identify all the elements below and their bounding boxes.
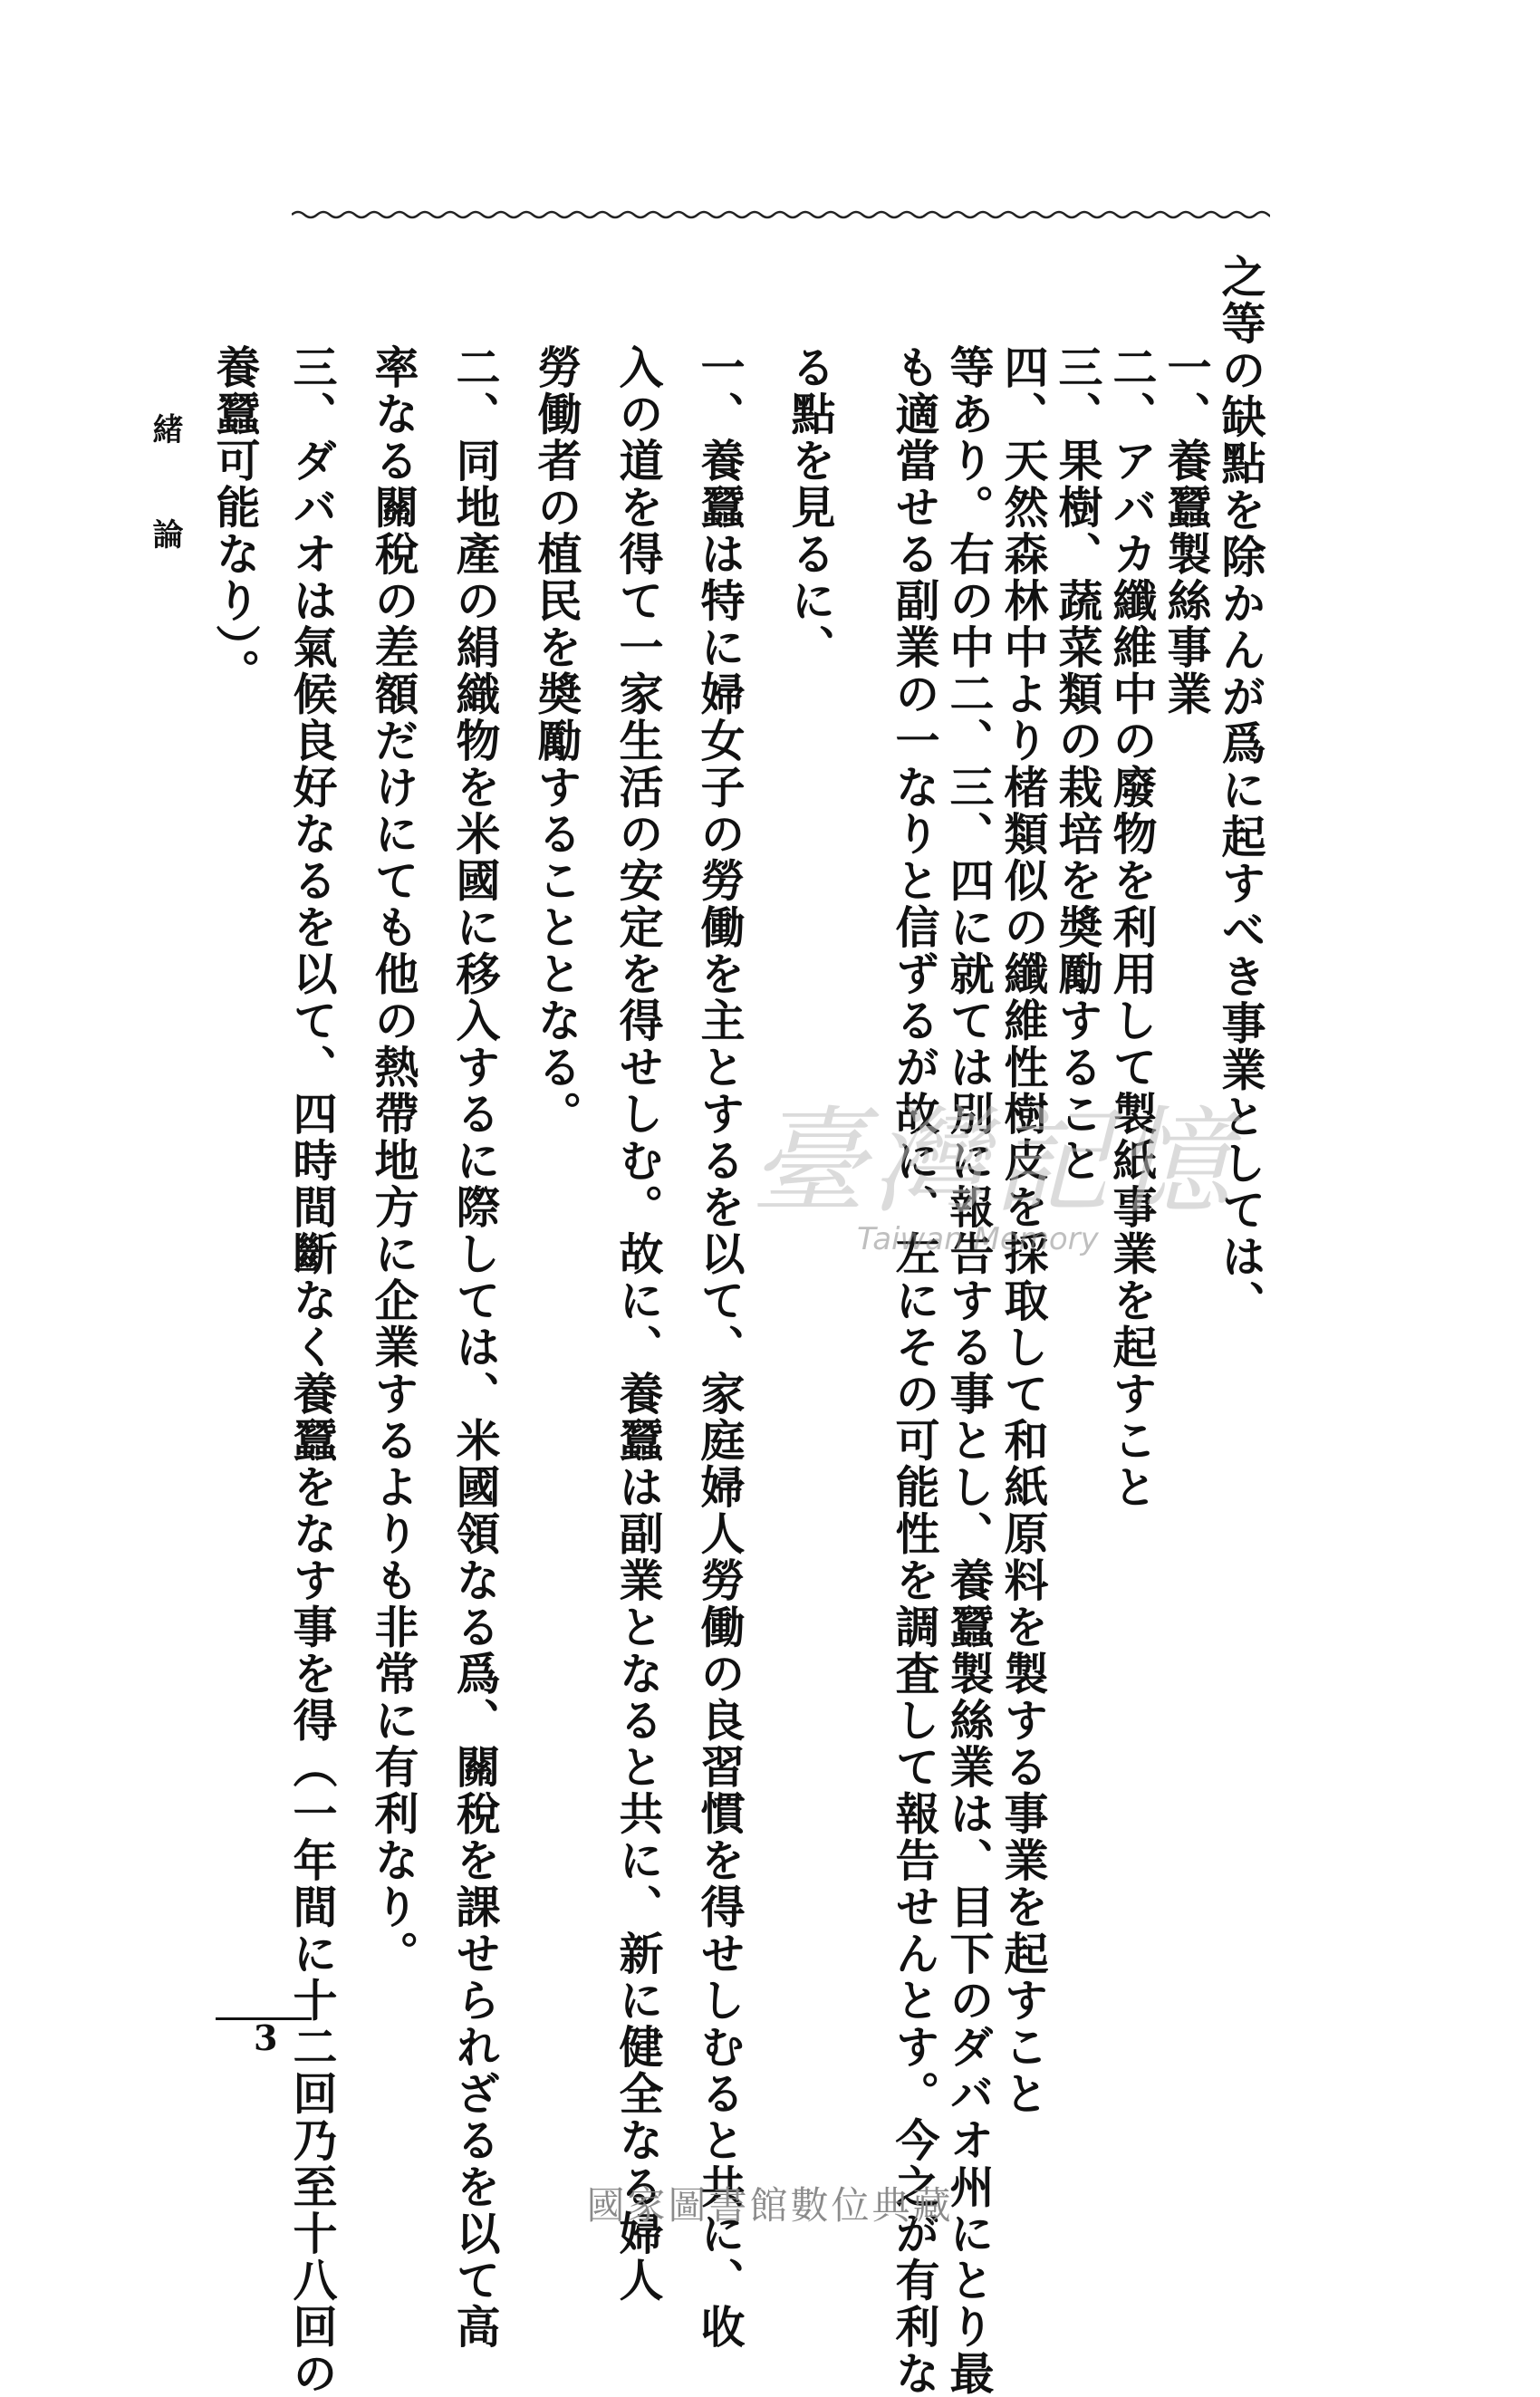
text-line-10: 入の道を得て一家生活の安定を得せしむ。故に、養蠶は副業となると共に、新に健全なる婦人: [612, 344, 665, 2304]
footer-credit: 國家圖書館數位典藏: [586, 2183, 954, 2228]
page-number: 3: [254, 2017, 278, 2058]
text-line-9: 一、養蠶は特に婦女子の勞働を主とするを以て、家庭婦人勞働の良習慣を得せしむると共に、收: [694, 344, 746, 2351]
wavy-rule-divider: [292, 201, 1270, 228]
text-line-11: 勞働者の植民を奬勵することとなる。: [531, 344, 583, 1138]
watermark-text-cjk: 臺灣記憶: [750, 1095, 1237, 1230]
text-line-1: 之等の缺點を除かんが爲に起すべき事業としては、: [1215, 254, 1267, 1327]
text-line-8: る點を見るに、: [784, 344, 837, 671]
text-line-2: 一、養蠶製絲事業: [1160, 344, 1213, 717]
text-line-6: 等あり。右の中二、三、四に就ては別に報告する事とし、養蠶製絲業は、目下のダバオ州にとり最: [943, 344, 996, 2397]
text-line-5: 四、天然森林中より楮類似の纖維性樹皮を採取して和紙原料を製する事業を起すこと: [997, 344, 1050, 2117]
text-line-3: 二、アバカ纖維中の廢物を利用して製紙事業を起すこと: [1106, 344, 1159, 1511]
running-head: 緒論: [147, 413, 183, 623]
text-line-7: も適當せる副業の一なりと信ずるが故に、左にその可能性を調査して報告せんとす。今之が有利な: [889, 344, 941, 2397]
text-line-13: 率なる關稅の差額だけにても他の熱帶地方に企業するよりも非常に有利なり。: [368, 344, 420, 1978]
text-line-4: 三、果樹、蔬菜類の栽培を奬勵すること: [1052, 344, 1104, 1184]
text-line-15: 養蠶可能なり）。: [209, 344, 262, 696]
watermark-text-en: Taiwan Memory: [857, 1221, 1099, 1257]
text-line-14: 三、ダバオは氣候良好なるを以て、四時間斷なく養蠶をなす事を得（一年間に十二回乃至十八回の: [286, 344, 339, 2397]
taiwan-memory-watermark: [750, 1095, 1239, 1286]
text-line-12: 二、同地產の絹織物を米國に移入するに際しては、米國領なる爲、關稅を課せられざるを以て高: [449, 344, 502, 2351]
